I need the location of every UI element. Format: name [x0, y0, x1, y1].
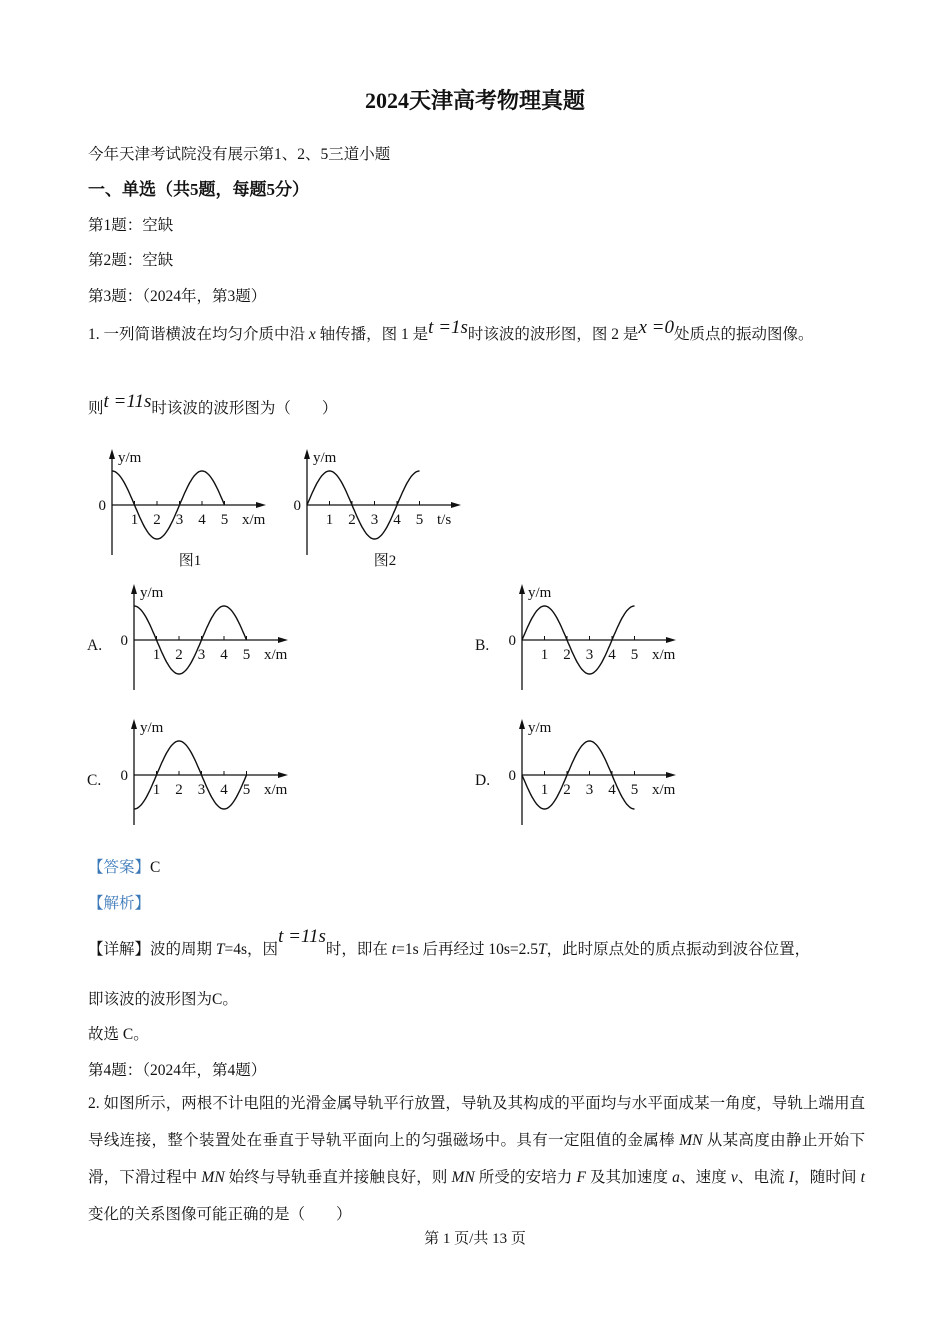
tick-label: 4 — [608, 647, 616, 663]
stem-text — [88, 326, 428, 343]
x-axis-label: x/m — [264, 647, 288, 663]
y-axis-arrow — [109, 449, 115, 459]
tick-label: 1 — [325, 512, 334, 528]
section-heading: 一、单选（共5题，每题5分） — [88, 180, 309, 199]
page-footer: 第 1 页/共 13 页 — [424, 1231, 526, 1247]
tick-label: 1 — [540, 647, 549, 663]
text-run: ，此时原点处的质点振动到波谷位置， — [546, 941, 811, 958]
text-run: 及其加速度 — [585, 1169, 673, 1186]
wave-graph-fig1 — [90, 443, 280, 578]
y-axis-label: y/m — [118, 450, 142, 466]
tick-label: 5 — [220, 512, 229, 528]
x-axis-arrow — [451, 502, 461, 508]
stem-text: 时该波的波形图为（ ） — [151, 400, 338, 417]
text-run: 、电流 — [737, 1169, 789, 1186]
question-1-label: 第1题：空缺 — [88, 217, 174, 234]
text-run: 1. 一列简谐横波在均匀介质中沿 — [88, 326, 309, 343]
math-expression: t =1s — [428, 317, 468, 338]
math-t-11s — [278, 926, 326, 947]
tick-label: 1 — [152, 647, 161, 663]
answer-label: 【答案】 — [88, 859, 151, 876]
tick-label: 1 — [130, 512, 139, 528]
tick-label: 5 — [630, 782, 639, 798]
y-axis-label: y/m — [528, 720, 552, 736]
x-axis-arrow — [278, 637, 288, 643]
math-expression: t =11s — [278, 926, 326, 947]
answer-line — [88, 855, 160, 877]
x-axis-arrow — [256, 502, 266, 508]
wave-graph-B — [500, 578, 690, 713]
y-axis-arrow — [304, 449, 310, 459]
conclusion: 故选 C。 — [88, 1026, 149, 1043]
detail-text — [326, 941, 810, 958]
origin-label: 0 — [293, 498, 301, 514]
tick-label: 4 — [393, 512, 401, 528]
origin-label: 0 — [120, 768, 128, 784]
tick-label: 4 — [220, 782, 228, 798]
math-t-1s — [428, 317, 468, 338]
tick-label: 3 — [370, 512, 379, 528]
wave-graph-fig2 — [285, 443, 475, 578]
question-2-label: 第2题：空缺 — [88, 252, 174, 269]
intro-note: 今年天津考试院没有展示第1、2、5三道小题 — [88, 146, 391, 163]
origin-label: 0 — [508, 633, 516, 649]
stem-text: 时该波的波形图，图 2 是 — [467, 326, 639, 343]
text-run: 轴传播，图 1 是 — [315, 326, 429, 343]
y-axis-label: y/m — [140, 720, 164, 736]
wave-graph-A — [112, 578, 302, 713]
tick-label: 5 — [415, 512, 424, 528]
tick-label: 3 — [197, 647, 206, 663]
text-run: 时，即在 — [325, 941, 392, 958]
y-axis-label: y/m — [528, 585, 552, 601]
wave-graph-C — [112, 713, 302, 848]
detail-text — [150, 941, 278, 958]
text-run: 所受的安培力 — [474, 1169, 577, 1186]
text-run: ，随时间 — [794, 1169, 861, 1186]
x-axis-label: x/m — [652, 782, 676, 798]
x-axis-arrow — [666, 637, 676, 643]
detail-label: 【详解】 — [88, 941, 151, 958]
text-run: 始终与导轨垂直并接触良好，则 — [224, 1169, 452, 1186]
tick-label: 2 — [563, 782, 571, 798]
detail-line-2: 即该波的波形图为C。 — [88, 991, 238, 1008]
x-axis-arrow — [666, 772, 676, 778]
math-variable: T — [538, 941, 547, 958]
tick-label: 3 — [175, 512, 184, 528]
math-variable: F — [576, 1169, 586, 1186]
x-axis-label: x/m — [264, 782, 288, 798]
math-variable: a — [672, 1169, 680, 1186]
tick-label: 1 — [152, 782, 161, 798]
math-variable: t — [391, 941, 397, 958]
origin-label: 0 — [98, 498, 106, 514]
math-t-11s — [104, 391, 152, 412]
option-B-label: B. — [475, 637, 490, 654]
tick-label: 2 — [153, 512, 161, 528]
text-run: 波的周期 — [150, 941, 216, 958]
text-run: 从某高度由静止开始下滑，下滑过程中 — [88, 1132, 865, 1186]
tick-label: 5 — [242, 647, 251, 663]
tick-label: 4 — [198, 512, 206, 528]
math-variable: MN — [201, 1169, 225, 1186]
answer-value: C — [150, 859, 161, 876]
stem-text: 则 — [88, 400, 104, 417]
tick-label: 3 — [197, 782, 206, 798]
y-axis-arrow — [519, 719, 525, 729]
math-variable: T — [215, 941, 225, 958]
question-3-label: 第3题：（2024年，第3题） — [88, 288, 267, 305]
math-expression: x =0 — [638, 317, 674, 338]
tick-label: 2 — [175, 647, 183, 663]
tick-label: 2 — [348, 512, 356, 528]
math-variable: x — [308, 326, 316, 343]
text-run: 变化的关系图像可能正确的是（ ） — [88, 1206, 352, 1223]
origin-label: 0 — [120, 633, 128, 649]
y-axis-arrow — [131, 584, 137, 594]
tick-label: 5 — [630, 647, 639, 663]
analysis-label: 【解析】 — [88, 895, 151, 912]
figure-caption: 图1 — [178, 553, 202, 569]
stem-text: 处质点的振动图像。 — [673, 326, 814, 343]
problem-2-stem — [88, 1085, 865, 1233]
text-run: =4s，因 — [224, 941, 279, 958]
option-D-label: D. — [475, 772, 491, 789]
question-4-label: 第4题：（2024年，第4题） — [88, 1062, 267, 1079]
tick-label: 1 — [540, 782, 549, 798]
option-A-label: A. — [87, 637, 103, 654]
y-axis-arrow — [519, 584, 525, 594]
tick-label: 4 — [608, 782, 616, 798]
tick-label: 3 — [585, 782, 594, 798]
tick-label: 3 — [585, 647, 594, 663]
tick-label: 5 — [242, 782, 251, 798]
math-x-0 — [638, 317, 674, 338]
detail-line-1 — [88, 926, 811, 960]
tick-label: 4 — [220, 647, 228, 663]
tick-label: 2 — [563, 647, 571, 663]
x-axis-arrow — [278, 772, 288, 778]
math-variable: t — [860, 1169, 865, 1186]
page-title: 2024天津高考物理真题 — [364, 88, 585, 113]
text-run: 2. 如图所示，两根不计电阻的光滑金属导轨平行放置，导轨及其构成的平面均与水平面成某一角度，导轨上端用直导线连接，整个装置处在垂直于导轨平面向上的匀强磁场中。具有一定阻值的金属棒 — [88, 1095, 865, 1149]
math-variable: MN — [451, 1169, 475, 1186]
math-variable: I — [788, 1169, 794, 1186]
x-axis-label: t/s — [437, 512, 452, 528]
wave-graph-D — [500, 713, 690, 848]
x-axis-label: x/m — [652, 647, 676, 663]
problem-1-stem — [88, 317, 814, 345]
figure-caption: 图2 — [373, 553, 397, 569]
text-run: =1s 后再经过 10s=2.5 — [396, 941, 539, 958]
problem-1-question — [88, 391, 338, 419]
origin-label: 0 — [508, 768, 516, 784]
x-axis-label: x/m — [242, 512, 266, 528]
y-axis-label: y/m — [140, 585, 164, 601]
math-variable: v — [730, 1169, 738, 1186]
math-variable: MN — [679, 1132, 703, 1149]
text-run: 、速度 — [679, 1169, 731, 1186]
tick-label: 2 — [175, 782, 183, 798]
y-axis-arrow — [131, 719, 137, 729]
y-axis-label: y/m — [313, 450, 337, 466]
math-expression: t =11s — [103, 391, 152, 412]
option-C-label: C. — [87, 772, 102, 789]
